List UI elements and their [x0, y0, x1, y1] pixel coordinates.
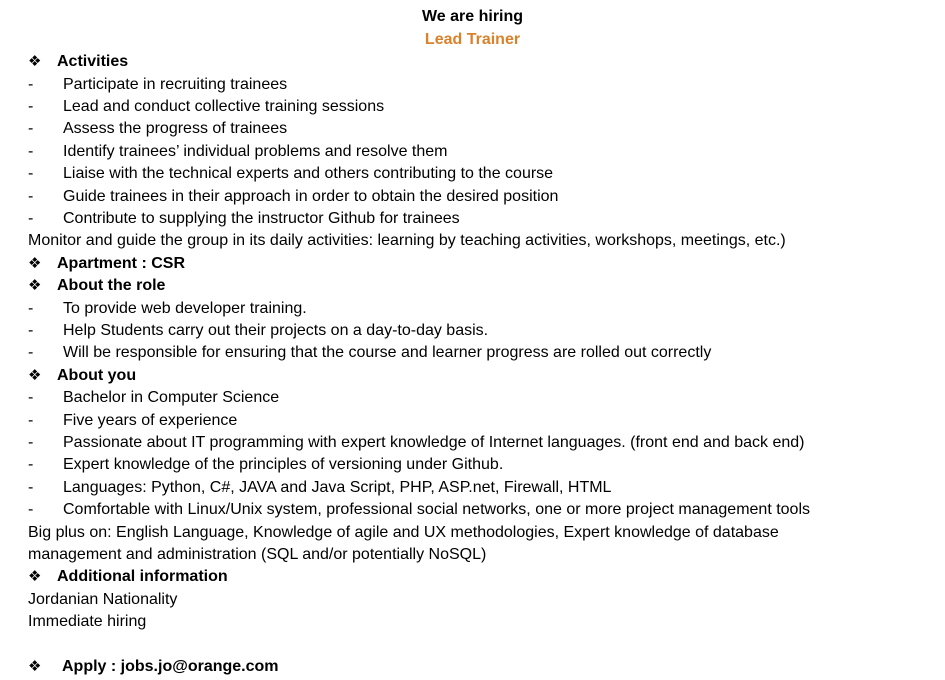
section-title: About you — [57, 367, 137, 384]
list-item — [28, 499, 810, 521]
dash-bullet: - — [28, 300, 34, 317]
list-item — [28, 320, 488, 342]
diamond-bullet-icon: ❖ — [28, 277, 42, 294]
section-title: Additional information — [57, 568, 228, 585]
dash-bullet: - — [28, 501, 34, 518]
dash-bullet: - — [28, 389, 34, 406]
list-item-text: Bachelor in Computer Science — [63, 389, 280, 406]
section-additional-heading — [28, 566, 228, 588]
list-item — [28, 298, 307, 320]
apply-line — [28, 656, 279, 678]
list-item — [28, 477, 611, 499]
list-item-text: Five years of experience — [63, 412, 238, 429]
list-item-text: Help Students carry out their projects on a day-to-day basis. — [63, 322, 489, 339]
diamond-bullet-icon: ❖ — [28, 53, 42, 70]
list-item-text: Liaise with the technical experts and others contributing to the course — [63, 165, 554, 182]
dash-bullet: - — [28, 456, 34, 473]
list-item — [28, 208, 460, 230]
dash-bullet: - — [28, 210, 34, 227]
list-item-text: To provide web developer training. — [63, 300, 307, 317]
additional-line: Jordanian Nationality — [28, 591, 178, 608]
list-item — [28, 410, 237, 432]
list-item-text: Identify trainees’ individual problems and resolve them — [63, 143, 448, 160]
list-item — [28, 387, 279, 409]
dash-bullet: - — [28, 188, 34, 205]
section-apartment-heading — [28, 253, 185, 275]
about-you-note-line-1: Big plus on: English Language, Knowledge of agile and UX methodologies, Expert knowledge of database — [28, 524, 779, 541]
section-about-you-heading — [28, 365, 136, 387]
job-title: Lead Trainer — [424, 31, 521, 48]
list-item — [28, 141, 448, 163]
list-item-text: Lead and conduct collective training sessions — [63, 98, 385, 115]
list-item-text: Will be responsible for ensuring that the course and learner progress are rolled out correctly — [63, 344, 712, 361]
dash-bullet: - — [28, 120, 34, 137]
dash-bullet: - — [28, 434, 34, 451]
dash-bullet: - — [28, 412, 34, 429]
dash-bullet: - — [28, 479, 34, 496]
hiring-heading: We are hiring — [421, 8, 524, 25]
list-item — [28, 432, 805, 454]
list-item-text: Participate in recruiting trainees — [63, 76, 288, 93]
section-about-role-heading — [28, 275, 165, 297]
list-item-text: Assess the progress of trainees — [63, 120, 288, 137]
list-item — [28, 96, 384, 118]
section-title: Activities — [57, 53, 129, 70]
list-item — [28, 74, 287, 96]
dash-bullet: - — [28, 76, 34, 93]
dash-bullet: - — [28, 165, 34, 182]
list-item — [28, 163, 553, 185]
list-item — [28, 186, 558, 208]
list-item-text: Comfortable with Linux/Unix system, professional social networks, one or more project management tools — [63, 501, 810, 518]
list-item-text: Passionate about IT programming with expert knowledge of Internet languages. (front end and back end) — [63, 434, 805, 451]
list-item-text: Expert knowledge of the principles of versioning under Github. — [63, 456, 504, 473]
list-item — [28, 342, 711, 364]
dash-bullet: - — [28, 322, 34, 339]
additional-line: Immediate hiring — [28, 613, 147, 630]
apply-text: Apply : jobs.jo@orange.com — [62, 658, 279, 675]
dash-bullet: - — [28, 143, 34, 160]
diamond-bullet-icon: ❖ — [28, 568, 42, 585]
diamond-bullet-icon: ❖ — [28, 658, 42, 675]
list-item-text: Guide trainees in their approach in order to obtain the desired position — [63, 188, 559, 205]
list-item — [28, 454, 503, 476]
diamond-bullet-icon: ❖ — [28, 255, 42, 272]
dash-bullet: - — [28, 98, 34, 115]
list-item-text: Contribute to supplying the instructor Github for trainees — [63, 210, 460, 227]
about-you-note-line-2: management and administration (SQL and/or potentially NoSQL) — [28, 546, 487, 563]
section-title: Apartment : CSR — [57, 255, 186, 272]
activities-note: Monitor and guide the group in its daily activities: learning by teaching activities, workshops, meetings, etc.) — [28, 232, 786, 249]
section-title: About the role — [57, 277, 166, 294]
diamond-bullet-icon: ❖ — [28, 367, 42, 384]
section-activities-heading — [28, 51, 128, 73]
list-item — [28, 118, 287, 140]
dash-bullet: - — [28, 344, 34, 361]
list-item-text: Languages: Python, C#, JAVA and Java Script, PHP, ASP.net, Firewall, HTML — [63, 479, 612, 496]
